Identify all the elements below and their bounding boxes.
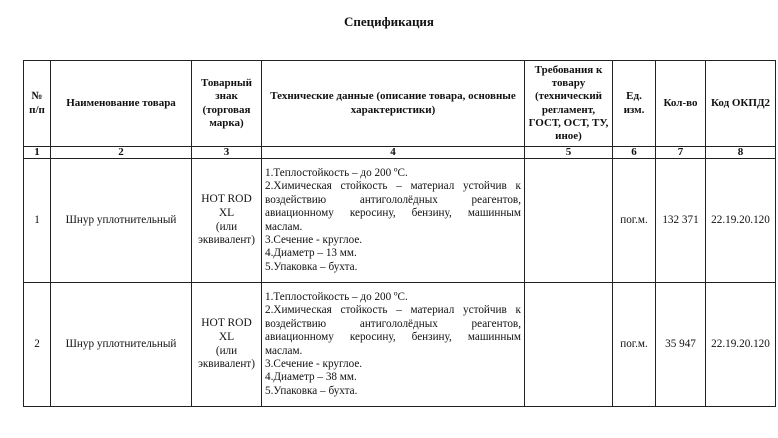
description-line: 1.Теплостойкость – до 200 ºС. [265,290,408,303]
column-number: 7 [656,147,706,159]
table-row [24,283,776,407]
column-number: 2 [51,147,192,159]
column-number: 8 [706,147,776,159]
column-number: 6 [613,147,656,159]
table-row [24,159,776,283]
brand-note: (или [215,344,238,357]
header-cell-number: № п/п [24,61,51,147]
product-name: Шнур уплотнительный [51,159,192,283]
okpd2-cell: 22.19.20.120 [706,283,776,407]
brand-cell [192,283,262,407]
description-line: 5.Упаковка – бухта. [265,384,358,397]
description-line: 2.Химическая стойкость – материал устойчив к воздействию антигололёдных реагентов, авиационному керосину, бензину, машинным маслам. [265,180,521,233]
description-line: 4.Диаметр – 13 мм. [265,247,357,260]
row-number: 1 [24,159,51,283]
description-line: 4.Диаметр – 38 мм. [265,371,357,384]
column-number: 5 [525,147,613,159]
description-line: 2.Химическая стойкость – материал устойчив к воздействию антигололёдных реагентов, авиационному керосину, бензину, машинным маслам. [265,304,521,357]
brand-name: HOT ROD XL [201,317,252,344]
column-number-row [24,147,776,159]
specification-table [23,60,776,407]
requirements-cell [525,159,613,283]
header-row [24,61,776,147]
header-cell-name: Наименование товара [51,61,192,147]
description-line: 5.Упаковка – бухта. [265,260,358,273]
quantity-cell: 132 371 [656,159,706,283]
brand-note: эквивалент) [198,234,255,247]
column-number: 4 [262,147,525,159]
description-cell [262,159,525,283]
header-cell-okpd2: Код ОКПД2 [706,61,776,147]
column-number: 3 [192,147,262,159]
header-cell-description: Технические данные (описание товара, основные характеристики) [262,61,525,147]
header-cell-requirements: Требования к товару (технический регламент, ГОСТ, ОСТ, ТУ, иное) [525,61,613,147]
header-cell-unit: Ед. изм. [613,61,656,147]
brand-note: (или [215,220,238,233]
quantity-cell: 35 947 [656,283,706,407]
okpd2-cell: 22.19.20.120 [706,159,776,283]
unit-cell: пог.м. [613,283,656,407]
requirements-cell [525,283,613,407]
header-cell-quantity: Кол-во [656,61,706,147]
description-line: 3.Сечение - круглое. [265,357,363,370]
description-cell [262,283,525,407]
brand-cell [192,159,262,283]
brand-note: эквивалент) [198,358,255,371]
document-title: Спецификация [344,14,434,29]
description-line: 1.Теплостойкость – до 200 ºС. [265,166,408,179]
brand-name: HOT ROD XL [201,193,252,220]
description-line: 3.Сечение - круглое. [265,233,363,246]
row-number: 2 [24,283,51,407]
unit-cell: пог.м. [613,159,656,283]
column-number: 1 [24,147,51,159]
product-name: Шнур уплотнительный [51,283,192,407]
header-cell-brand: Товарный знак (торговая марка) [192,61,262,147]
